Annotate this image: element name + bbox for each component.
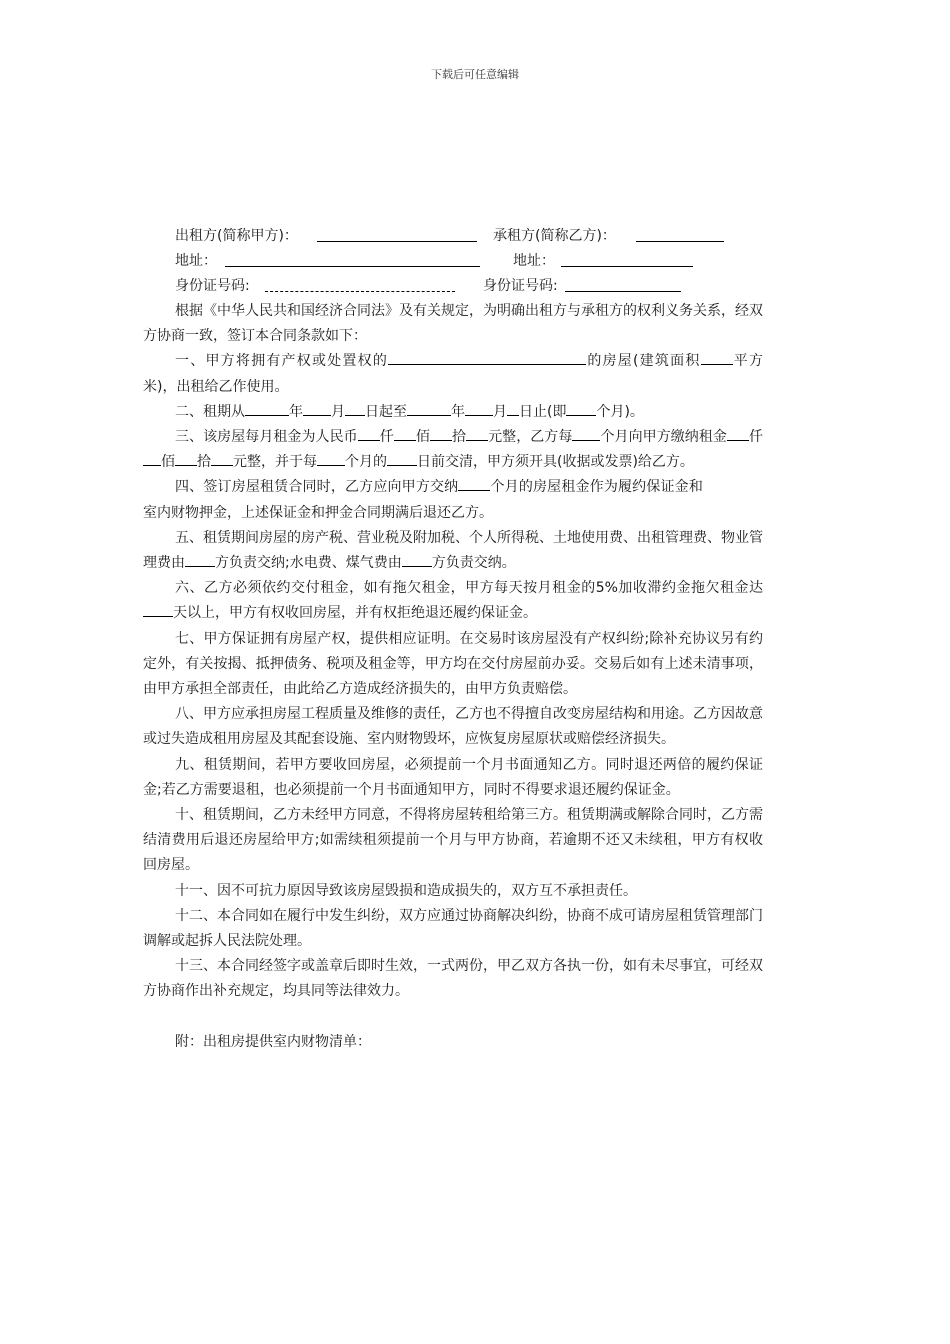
- lessee-id-label: 身份证号码:: [483, 278, 558, 294]
- payment-units-blank[interactable]: [211, 450, 233, 466]
- lessee-address-field[interactable]: [561, 249, 693, 267]
- end-year-blank[interactable]: [407, 400, 451, 416]
- lessor-name-field[interactable]: [317, 224, 477, 242]
- clause-3-text-i: 拾: [197, 454, 211, 471]
- clause-13: 十三、本合同经签字或盖章后即时生效，一式两份，甲乙双方各执一份，如有未尽事宜，可经双方协商作出补充规定，均具同等法律效力。: [143, 958, 763, 1000]
- clause-4-text-b: 个月的房屋租金作为履约保证金和: [490, 479, 704, 496]
- term-months-blank[interactable]: [566, 400, 596, 416]
- clause-3-text-a: 三、该房屋每月租金为人民币: [175, 429, 358, 446]
- clause-6-text-b: 天以上，甲方有权收回房屋，并有权拒绝退还履约保证金。: [173, 605, 537, 622]
- rent-thousands-blank[interactable]: [358, 425, 380, 441]
- payment-tens-blank[interactable]: [175, 450, 197, 466]
- lessee-address-label: 地址：: [513, 253, 555, 269]
- clause-1: [143, 349, 763, 399]
- lessee-label: 承租方(简称乙方)：: [493, 228, 616, 244]
- overdue-days-blank[interactable]: [143, 601, 173, 617]
- start-month-blank[interactable]: [303, 400, 331, 416]
- clause-6: [143, 576, 763, 626]
- lessor-address-label: 地址：: [175, 253, 217, 269]
- rent-tens-blank[interactable]: [430, 425, 452, 441]
- utility-payer-blank[interactable]: [402, 551, 432, 567]
- clause-3-text-k: 个月的: [345, 454, 387, 471]
- address-row: [143, 249, 763, 274]
- end-day-blank[interactable]: [507, 400, 519, 416]
- lessor-label: 出租方(简称甲方)：: [175, 228, 298, 244]
- clause-3-text-e: 元整，乙方每: [488, 429, 573, 446]
- clause-3-text-c: 佰: [415, 429, 430, 446]
- clause-3-text-f: 个月向甲方缴纳租金: [600, 429, 727, 446]
- clause-3-text-d: 拾: [451, 429, 467, 446]
- payment-hundreds-blank[interactable]: [143, 450, 161, 466]
- clause-2-text-b: 年: [289, 403, 303, 420]
- header-note: 下载后可任意编辑: [431, 68, 519, 81]
- clause-2-text-d: 日起至: [365, 403, 407, 420]
- clause-1-text-a: 一、甲方将拥有产权或处置权的: [175, 353, 389, 370]
- tax-payer-blank[interactable]: [185, 551, 215, 567]
- clause-5: [143, 526, 763, 576]
- start-year-blank[interactable]: [245, 400, 289, 416]
- clause-12: 十二、本合同如在履行中发生纠纷，双方应通过协商解决纠纷，协商不成可请房屋租赁管理部门调解或起拆人民法院处理。: [143, 907, 763, 950]
- clause-9: 九、租赁期间，若甲方要收回房屋，必须提前一个月书面通知乙方。同时退还两倍的履约保证金;若乙方需要退租，也必须提前一个月书面通知甲方，同时不得要求退还履约保证金。: [143, 756, 763, 798]
- clause-2-text-f: 月: [493, 403, 507, 420]
- clause-3-text-l: 日前交清，甲方须开具(收据或发票)给乙方。: [417, 454, 694, 471]
- clause-2-text-g: 日止(即: [519, 403, 567, 420]
- clause-6-text-a: 六、乙方必须依约交付租金，如有拖欠租金，甲方每天按月租金的5%加收滞约金拖欠租金达: [175, 580, 763, 597]
- clause-3-text-h: 佰: [161, 454, 175, 471]
- clause-1-text-b: 的房屋(建筑面积: [586, 353, 701, 370]
- clause-11: 十一、因不可抗力原因导致该房屋毁损和造成损失的，双方互不承担责任。: [175, 882, 637, 899]
- clause-3: [143, 425, 763, 475]
- lessee-name-field[interactable]: [636, 224, 724, 242]
- clause-8: 八、甲方应承担房屋工程质量及维修的责任，乙方也不得擅自改变房屋结构和用途。乙方因故意或过失造成租用房屋及其配套设施、室内财物毁坏，应恢复房屋原状或赔偿经济损失。: [143, 706, 763, 748]
- clause-5-text-b: 方负责交纳;水电费、煤气费由: [215, 555, 402, 572]
- intro-paragraph: 根据《中华人民共和国经济合同法》及有关规定，为明确出租方与承租方的权利义务关系，经双方协商一致，签订本合同条款如下：: [143, 303, 763, 345]
- clause-3-text-g: 仟: [748, 429, 764, 446]
- payment-interval-blank[interactable]: [572, 425, 600, 441]
- rent-hundreds-blank[interactable]: [394, 425, 416, 441]
- id-row: [143, 274, 763, 299]
- due-month-blank[interactable]: [317, 450, 345, 466]
- property-location-blank[interactable]: [388, 349, 586, 365]
- end-month-blank[interactable]: [465, 400, 493, 416]
- clause-2-text-a: 二、租期从: [175, 403, 245, 420]
- clause-2: [143, 400, 763, 425]
- clause-4-text-a: 四、签订房屋租赁合同时，乙方应向甲方交纳: [175, 479, 459, 496]
- lessor-lessee-row: [143, 224, 763, 249]
- clause-7: 七、甲方保证拥有房屋产权，提供相应证明。在交易时该房屋没有产权纠纷;除补充协议另有约定外，有关按揭、抵押债务、税项及租金等，甲方均在交付房屋前办妥。交易后如有上述未清事项，由甲方承担全部责任，由此给乙方造成经济损失的，由甲方负责赔偿。: [143, 630, 763, 698]
- clause-10: 十、租赁期间，乙方未经甲方同意，不得将房屋转租给第三方。租赁期满或解除合同时，乙方需结清费用后退还房屋给甲方;如需续租须提前一个月与甲方协商，若逾期不还又未续租，甲方有权收回房屋。: [143, 807, 763, 874]
- clause-3-text-j: 元整，并于每: [233, 454, 317, 471]
- due-day-blank[interactable]: [387, 450, 417, 466]
- lessee-id-field[interactable]: [565, 274, 681, 292]
- lessor-id-label: 身份证号码:: [175, 278, 250, 294]
- clause-3-text-b: 仟: [379, 429, 394, 446]
- clause-5-text-a: 五、租赁期间房屋的房产税、营业税及附加税、个人所得税、土地使用费、出租管理费、物业管理费由: [143, 529, 763, 572]
- floor-area-blank[interactable]: [701, 349, 733, 365]
- rent-units-blank[interactable]: [466, 425, 488, 441]
- clause-2-text-h: 个月)。: [596, 403, 644, 420]
- attachment-line: 附：出租房提供室内财物清单：: [175, 1033, 371, 1050]
- deposit-months-blank[interactable]: [458, 475, 490, 491]
- payment-thousands-blank[interactable]: [727, 425, 749, 441]
- lessor-id-field[interactable]: [265, 274, 455, 292]
- contract-body: [143, 224, 763, 1055]
- clause-4-text-c: 室内财物押金，上述保证金和押金合同期满后退还乙方。: [143, 504, 493, 521]
- clause-5-text-c: 方负责交纳。: [431, 555, 516, 572]
- clause-2-text-e: 年: [451, 403, 465, 420]
- clause-2-text-c: 月: [331, 403, 345, 420]
- start-day-blank[interactable]: [345, 400, 365, 416]
- lessor-address-field[interactable]: [225, 249, 480, 267]
- clause-4: [143, 475, 763, 525]
- clause-1-text-c: 平方米)，出租给乙作使用。: [143, 353, 764, 395]
